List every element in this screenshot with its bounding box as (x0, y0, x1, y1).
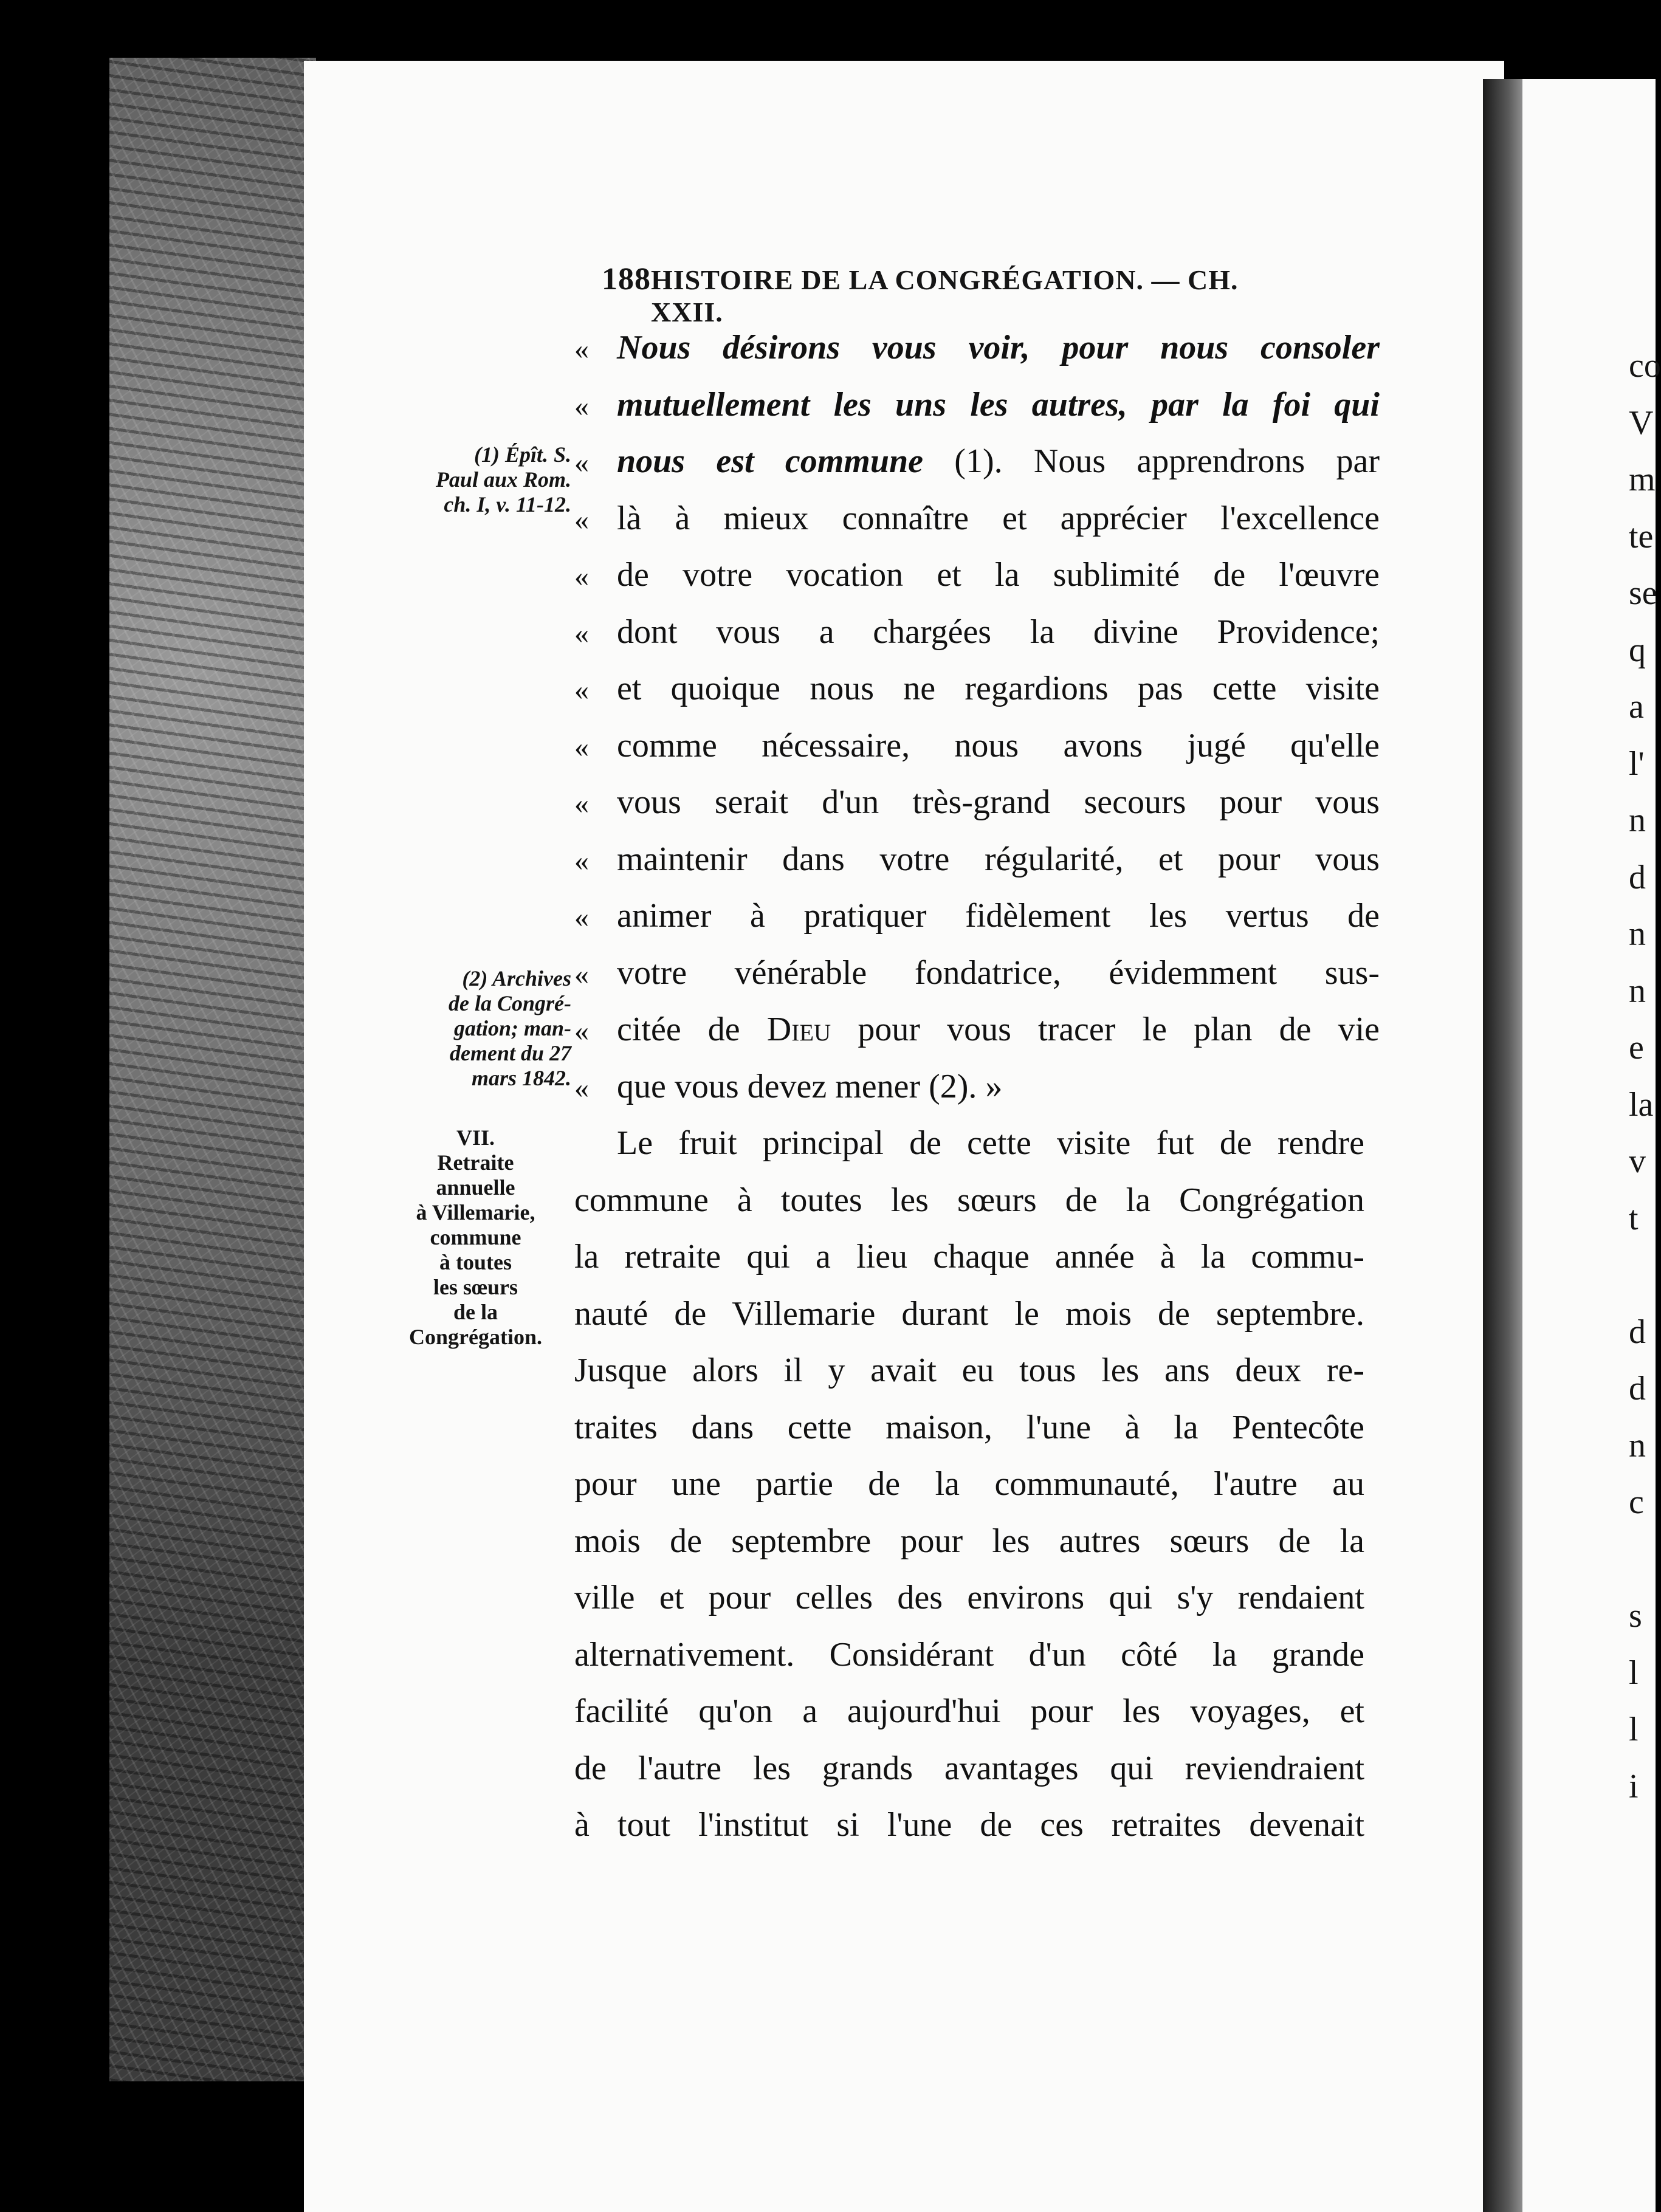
paragraph-line (574, 1294, 1380, 1343)
facing-page-fragment: d (1629, 1370, 1646, 1407)
line-text: nauté de Villemarie durant le mois de septembre. (574, 1294, 1364, 1333)
facing-page-fragment: l (1629, 1711, 1639, 1748)
margin-note-line: (2) Archives (462, 966, 571, 991)
line-text: ville et pour celles des environs qui s'y rendaient (574, 1579, 1364, 1616)
text-segment: que vous devez mener (2). » (617, 1067, 1003, 1105)
text-segment: dont vous a chargées la divine Providence; (617, 613, 1380, 651)
text-segment: citée de (617, 1011, 767, 1048)
facing-page-fragment: V (1629, 404, 1654, 442)
quote-mark: « (574, 1071, 589, 1104)
quote-mark: « (574, 958, 589, 991)
line-text (617, 1067, 1380, 1106)
facing-page-fragment: s (1629, 1597, 1642, 1635)
text-segment: mutuellement les uns les autres, par la foi qui (617, 385, 1380, 424)
text-segment: pour vous tracer le plan de vie (831, 1011, 1380, 1048)
facing-page-fragment: te (1629, 517, 1654, 555)
margin-note-line: gation; man- (453, 1016, 571, 1040)
marbled-book-edge (109, 58, 316, 2081)
margin-note-line: commune (430, 1225, 521, 1249)
line-text: à tout l'institut si l'une de ces retraites devenait (574, 1806, 1364, 1844)
facing-page-fragment: t (1629, 1199, 1639, 1237)
quote-mark: « (574, 333, 589, 365)
quote-line (574, 1067, 1380, 1116)
margin-note-line: Paul aux Rom. (435, 467, 571, 492)
quote-line (574, 669, 1380, 718)
facing-page-fragment: i (1629, 1767, 1639, 1805)
quote-mark: « (574, 674, 589, 706)
facing-page-fragment: a (1629, 688, 1644, 726)
paragraph-line (574, 1408, 1380, 1457)
paragraph-line (574, 1749, 1380, 1798)
facing-page-fragment: co (1629, 347, 1661, 385)
quote-line (574, 953, 1380, 1002)
line-text (617, 555, 1380, 594)
margin-note-line: les sœurs (433, 1275, 518, 1299)
line-text (617, 840, 1380, 879)
quote-line (574, 328, 1380, 377)
margin-note-line: mars 1842. (471, 1066, 571, 1090)
footnote-1 (365, 442, 571, 517)
facing-page-fragment: m (1629, 461, 1656, 498)
facing-page-fragment: n (1629, 972, 1646, 1010)
quote-line (574, 499, 1380, 548)
quote-mark: « (574, 1015, 589, 1047)
quote-mark: « (574, 730, 589, 763)
margin-note-line: VII. (456, 1125, 495, 1150)
line-text (617, 499, 1380, 538)
quote-mark: « (574, 560, 589, 592)
facing-page-edge (1522, 79, 1661, 2212)
facing-page-fragment: l (1629, 1654, 1639, 1692)
text-segment: votre vénérable fondatrice, évidemment sus- (617, 953, 1380, 992)
page-number: 188 (602, 262, 651, 297)
footnote-2 (365, 966, 571, 1091)
facing-page-fragment: l' (1629, 744, 1645, 783)
text-segment: de votre vocation et la sublimité de l'œuvre (617, 556, 1380, 594)
margin-note-line: à Villemarie, (416, 1200, 535, 1224)
quote-mark: « (574, 788, 589, 820)
text-segment: vous serait d'un très-grand secours pour vous (617, 783, 1380, 821)
line-text: facilité qu'on a aujourd'hui pour les voyages, et (574, 1692, 1364, 1730)
text-segment: (1). Nous apprendrons par (923, 442, 1380, 480)
paragraph-line (574, 1181, 1380, 1229)
facing-page-fragment: e (1629, 1029, 1644, 1066)
line-text: commune à toutes les sœurs de la Congrégation (574, 1181, 1364, 1219)
paragraph-line (574, 1465, 1380, 1513)
facing-page-fragment: c (1629, 1483, 1644, 1521)
facing-page-fragment: la (1629, 1085, 1654, 1124)
quote-line (574, 555, 1380, 604)
margin-note-line: annuelle (436, 1175, 515, 1200)
quote-mark: « (574, 844, 589, 877)
line-text: traites dans cette maison, l'une à la Pentecôte (574, 1408, 1364, 1446)
margin-note-line: Retraite (437, 1150, 514, 1175)
quote-line (574, 1010, 1380, 1059)
line-text (617, 896, 1380, 935)
line-text (617, 328, 1380, 367)
margin-note-line: Congrégation. (409, 1325, 542, 1349)
running-title: HISTOIRE DE LA CONGRÉGATION. — CH. XXII. (651, 264, 1239, 328)
quote-line (574, 442, 1380, 490)
line-text: mois de septembre pour les autres sœurs de la (574, 1522, 1364, 1560)
line-text (617, 1010, 1380, 1049)
quote-mark: « (574, 503, 589, 536)
running-header (602, 261, 1295, 328)
line-text: la retraite qui a lieu chaque année à la commu- (574, 1238, 1364, 1276)
margin-note-line: ch. I, v. 11-12. (444, 492, 571, 517)
quote-line (574, 896, 1380, 945)
margin-note-line: à toutes (439, 1250, 512, 1274)
quote-mark: « (574, 390, 589, 422)
quote-line (574, 613, 1380, 661)
paragraph-line (574, 1805, 1380, 1854)
facing-page-fragment: q (1629, 631, 1646, 669)
paragraph-line (574, 1692, 1380, 1740)
quote-mark: « (574, 617, 589, 650)
quote-mark: « (574, 447, 589, 479)
paragraph-line (574, 1124, 1422, 1172)
margin-note-line: dement du 27 (449, 1041, 571, 1065)
facing-page-fragment: d (1629, 858, 1646, 896)
facing-page-fragment: n (1629, 915, 1646, 953)
line-text (617, 613, 1380, 651)
paragraph-line (574, 1578, 1380, 1627)
paragraph-line (574, 1635, 1380, 1684)
line-text: de l'autre les grands avantages qui reviendraient (574, 1749, 1364, 1787)
line-text: alternativement. Considérant d'un côté la grande (574, 1635, 1364, 1674)
facing-page-fragment: n (1629, 1426, 1646, 1465)
quote-mark: « (574, 901, 589, 933)
line-text (617, 726, 1380, 765)
paragraph-line (574, 1522, 1380, 1570)
margin-note-line: (1) Épît. S. (473, 442, 571, 467)
margin-note-line: de la (453, 1300, 498, 1324)
book-gutter (1483, 79, 1525, 2212)
facing-page-fragment: n (1629, 802, 1646, 839)
line-text: Le fruit principal de cette visite fut de rendre (617, 1124, 1364, 1162)
quote-line (574, 783, 1380, 831)
line-text (617, 783, 1380, 822)
quote-line (574, 385, 1380, 434)
line-text (617, 442, 1380, 481)
facing-page-fragment: d (1629, 1313, 1646, 1351)
line-text (617, 385, 1380, 424)
line-text (617, 953, 1380, 992)
quote-line (574, 726, 1380, 775)
line-text (617, 669, 1380, 708)
text-segment: comme nécessaire, nous avons jugé qu'elle (617, 726, 1380, 764)
facing-page-fragment: v (1629, 1142, 1646, 1180)
line-text: pour une partie de la communauté, l'autre au (574, 1465, 1364, 1503)
text-segment: Dieu (766, 1011, 831, 1048)
text-segment: Nous désirons vous voir, pour nous consoler (617, 329, 1380, 366)
text-segment: là à mieux connaître et apprécier l'excellence (617, 499, 1380, 537)
marginal-summary (389, 1125, 562, 1350)
line-text: Jusque alors il y avait eu tous les ans deux re- (574, 1352, 1364, 1389)
text-segment: maintenir dans votre régularité, et pour vous (617, 840, 1380, 878)
text-segment: nous est commune (617, 442, 923, 480)
margin-note-line: de la Congré- (449, 991, 571, 1015)
paragraph-line (574, 1237, 1380, 1286)
facing-page-fragment: se (1629, 574, 1657, 612)
text-segment: et quoique nous ne regardions pas cette visite (617, 670, 1380, 707)
paragraph-line (574, 1351, 1380, 1400)
quote-line (574, 840, 1380, 888)
text-segment: animer à pratiquer fidèlement les vertus de (617, 897, 1380, 935)
